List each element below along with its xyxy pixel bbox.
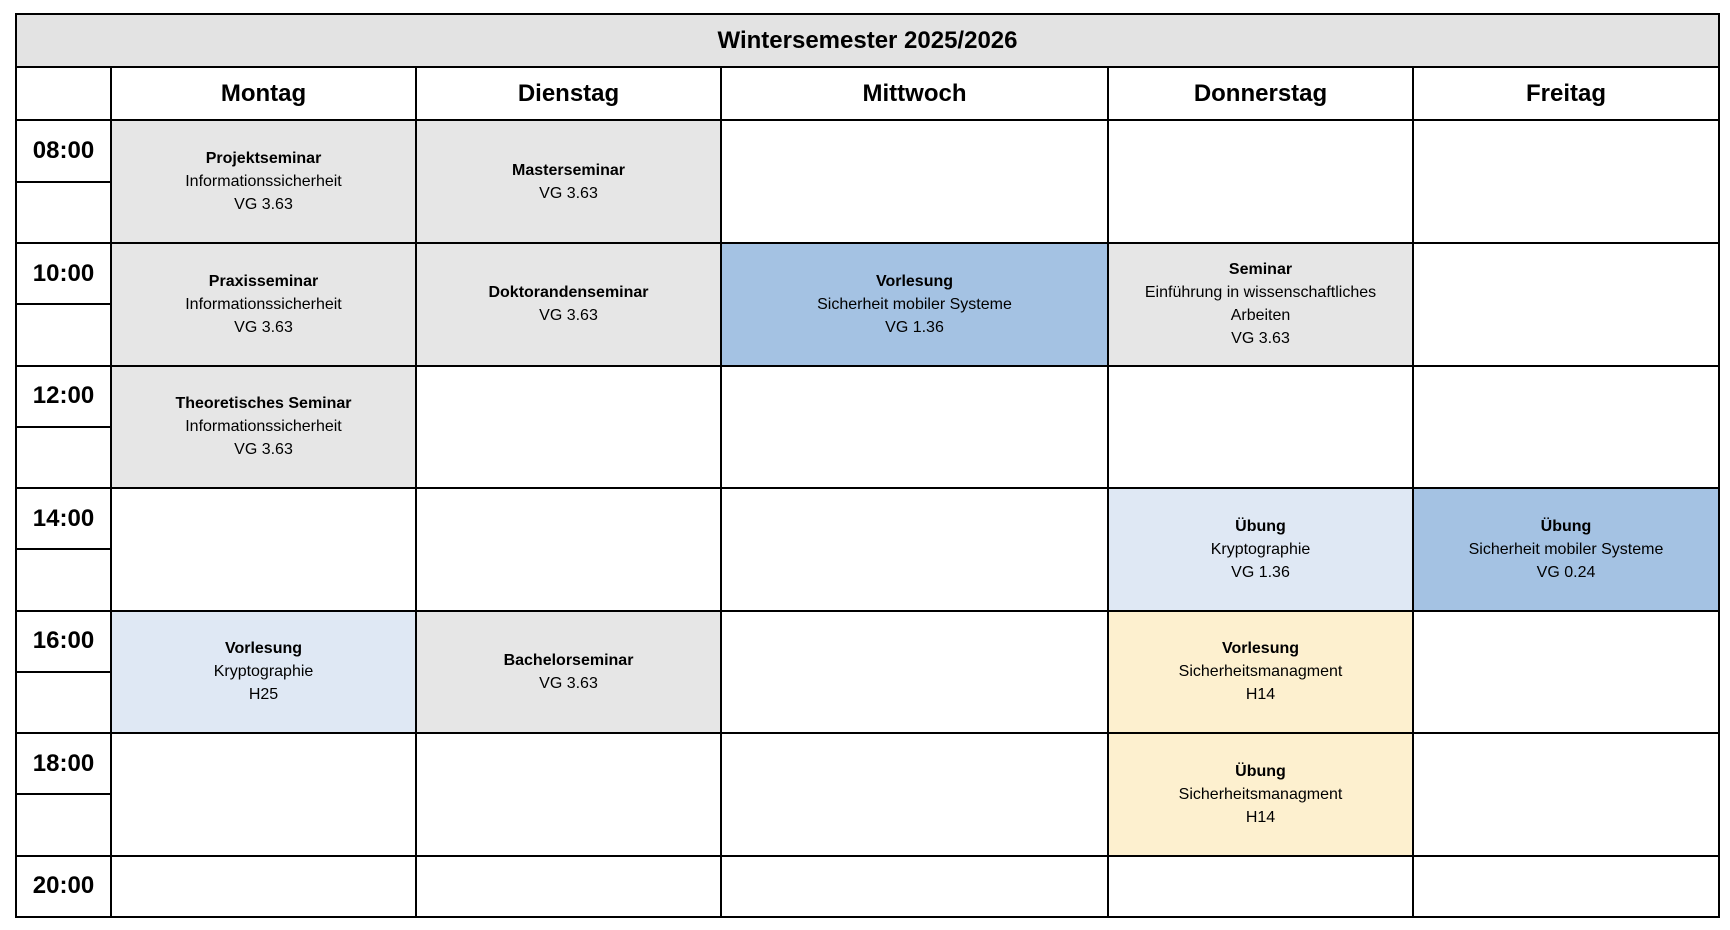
empty-cell	[416, 366, 721, 489]
time-label: 12:00	[16, 366, 111, 427]
time-half-cell	[16, 549, 111, 610]
empty-cell	[1108, 856, 1413, 917]
time-half-cell	[16, 672, 111, 733]
empty-cell	[111, 488, 416, 611]
event-subject: Informationssicherheit	[185, 173, 342, 191]
event-tue-1600	[416, 611, 721, 734]
event-tue-0800	[416, 120, 721, 243]
empty-cell	[416, 856, 721, 917]
empty-cell	[721, 611, 1108, 734]
time-label: 16:00	[16, 611, 111, 672]
event-room: VG 3.63	[234, 441, 293, 459]
empty-cell	[1413, 366, 1719, 489]
event-type: Masterseminar	[512, 161, 625, 179]
empty-cell	[111, 733, 416, 856]
time-label: 14:00	[16, 488, 111, 549]
timetable	[15, 13, 1720, 918]
empty-cell	[721, 366, 1108, 489]
day-header-monday: Montag	[111, 67, 416, 120]
event-subject: Sicherheitsmanagment	[1178, 663, 1343, 681]
event-mon-1600	[111, 611, 416, 734]
event-subject: Informationssicherheit	[185, 418, 342, 436]
event-subject: Sicherheitsmanagment	[1178, 785, 1343, 803]
event-type: Übung	[1235, 762, 1286, 780]
empty-cell	[1413, 856, 1719, 917]
event-type: Praxisseminar	[208, 272, 319, 290]
event-subject: Kryptographie	[1210, 540, 1311, 558]
event-thu-1000	[1108, 243, 1413, 366]
event-room: VG 3.63	[539, 674, 598, 692]
empty-cell	[1108, 120, 1413, 243]
empty-cell	[1413, 733, 1719, 856]
event-mon-1000	[111, 243, 416, 366]
event-room: H14	[1245, 808, 1276, 826]
event-room: VG 0.24	[1536, 563, 1596, 581]
time-half-cell	[16, 794, 111, 855]
event-fri-1400	[1413, 488, 1719, 611]
event-subject: Informationssicherheit	[185, 295, 342, 313]
empty-cell	[721, 856, 1108, 917]
corner-cell	[16, 67, 111, 120]
day-header-wednesday: Mittwoch	[721, 67, 1108, 120]
empty-cell	[1108, 366, 1413, 489]
time-label: 18:00	[16, 733, 111, 794]
event-room: VG 3.63	[539, 184, 598, 202]
event-mon-1200	[111, 366, 416, 489]
event-type: Vorlesung	[224, 640, 303, 658]
day-header-thursday: Donnerstag	[1108, 67, 1413, 120]
empty-cell	[1413, 120, 1719, 243]
event-type: Doktorandenseminar	[488, 284, 649, 302]
event-room: H14	[1245, 686, 1276, 704]
time-half-cell	[16, 304, 111, 365]
event-room: VG 3.63	[234, 318, 293, 336]
event-subject: Einführung in wissenschaftliches	[1144, 284, 1377, 302]
empty-cell	[721, 488, 1108, 611]
event-subject: Sicherheit mobiler Systeme	[817, 295, 1012, 313]
event-type: Übung	[1235, 517, 1286, 535]
event-mon-0800	[111, 120, 416, 243]
event-room: VG 3.63	[1231, 330, 1290, 348]
event-room: VG 3.63	[234, 196, 293, 214]
event-subject: Kryptographie	[213, 663, 314, 681]
time-label: 20:00	[16, 856, 111, 917]
event-type: Projektseminar	[205, 150, 322, 168]
event-thu-1400	[1108, 488, 1413, 611]
event-type: Vorlesung	[1221, 640, 1300, 658]
event-room: VG 1.36	[885, 318, 944, 336]
empty-cell	[721, 120, 1108, 243]
event-room: VG 1.36	[1231, 563, 1290, 581]
empty-cell	[1413, 243, 1719, 366]
event-type: Theoretisches Seminar	[175, 395, 352, 413]
time-half-cell	[16, 182, 111, 243]
event-type: Übung	[1540, 517, 1592, 535]
day-header-tuesday: Dienstag	[416, 67, 721, 120]
event-subject-cont: Arbeiten	[1230, 307, 1291, 325]
empty-cell	[1413, 611, 1719, 734]
empty-cell	[721, 733, 1108, 856]
time-label: 10:00	[16, 243, 111, 304]
event-room: H25	[248, 686, 279, 704]
event-type: Seminar	[1228, 261, 1293, 279]
empty-cell	[416, 733, 721, 856]
event-subject: Sicherheit mobiler Systeme	[1468, 540, 1664, 558]
event-thu-1600	[1108, 611, 1413, 734]
empty-cell	[111, 856, 416, 917]
event-type: Bachelorseminar	[503, 651, 634, 669]
event-tue-1000	[416, 243, 721, 366]
event-thu-1800	[1108, 733, 1413, 856]
empty-cell	[416, 488, 721, 611]
event-wed-1000	[721, 243, 1108, 366]
time-half-cell	[16, 427, 111, 488]
day-header-friday: Freitag	[1413, 67, 1719, 120]
timetable-title: Wintersemester 2025/2026	[16, 14, 1719, 67]
event-type: Vorlesung	[875, 272, 954, 290]
time-label: 08:00	[16, 120, 111, 181]
event-room: VG 3.63	[539, 307, 598, 325]
